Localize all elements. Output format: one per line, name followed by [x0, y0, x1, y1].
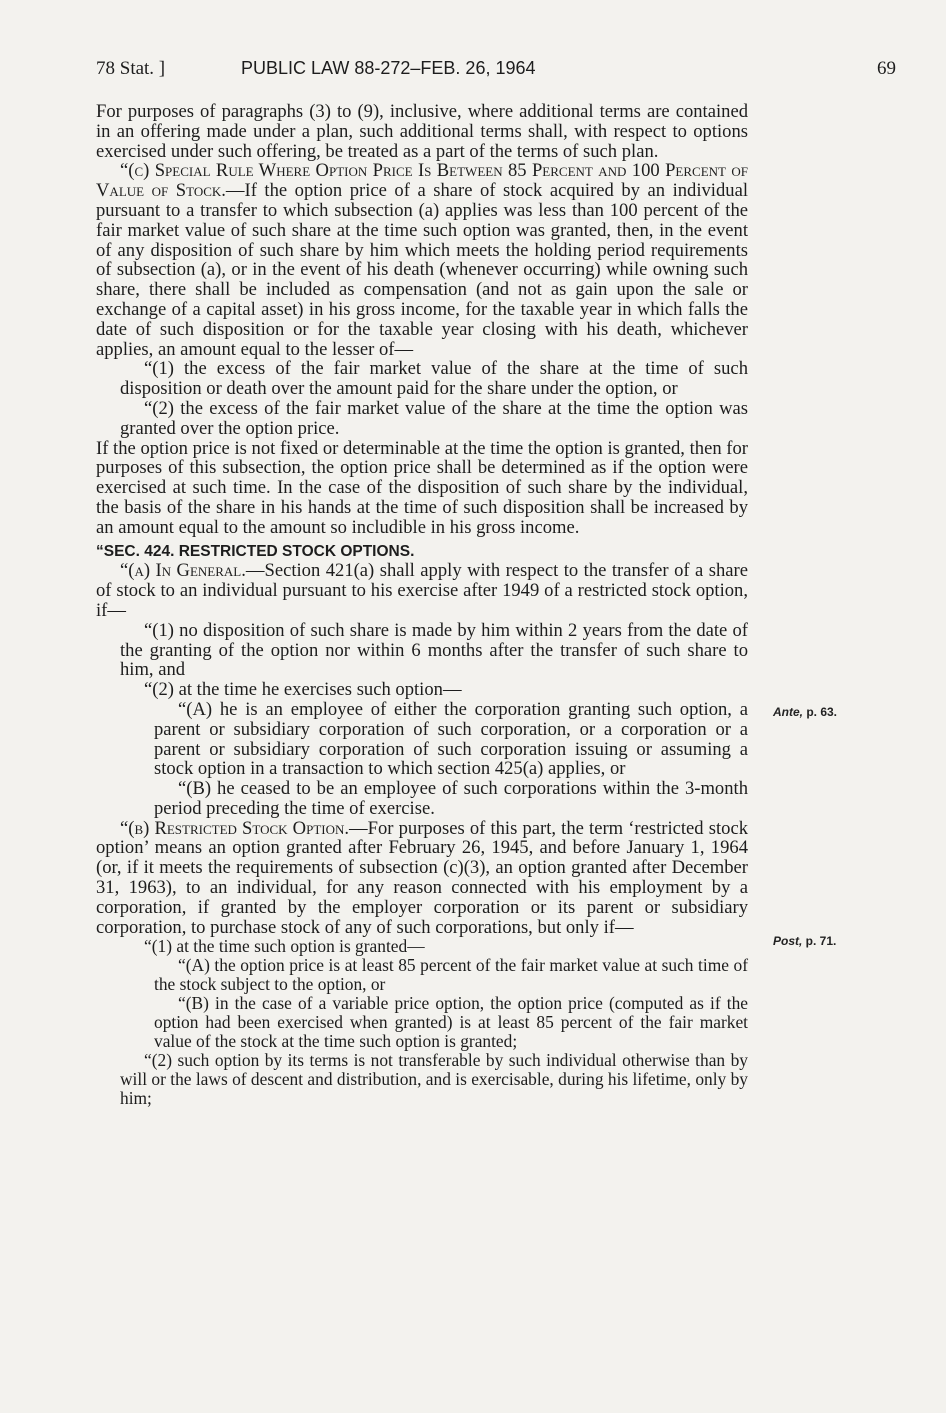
subsection-text: —If the option price of a share of stock acquired by an individual pursuant to a transfer to which subsection (a) applies was less than 100 percent of the fair market value of such share at the time such option was granted, then, in the event of any disposition of such share by him which meets the holding period requirements of subsection (a), or in the event of his death (whenever occurring) while owning such share, there shall be included as compensation (and not as gain upon the sale or exchange of a capital asset) in his gross income, for the taxable year in which falls the date of such disposition or for the taxable year closing with his death, whichever applies, an amount equal to the lesser of— [96, 180, 748, 360]
subsection-c [96, 161, 748, 359]
clause-bB: “(B) in the case of a variable price option, the option price (computed as if the option had been exercised when granted) is at least 85 percent of the fair market value of the stock at the time such option is granted; [154, 993, 748, 1052]
clause-b1: “(1) at the time such option is granted— [144, 936, 425, 957]
clause-aB: “(B) he ceased to be an employee of such corporations within the 3-month period preceding the time of exercise. [154, 778, 748, 819]
page-header [96, 58, 896, 84]
page-number: 69 [877, 58, 896, 79]
smaller-type-block [96, 937, 748, 1108]
clause-a2: “(2) at the time he exercises such option— [144, 679, 462, 701]
subsection-heading: “(a) In General. [120, 560, 246, 582]
clause-b2: “(2) such option by its terms is not transferable by such individual otherwise than by will or the laws of descent and distribution, and is exercisable, during his lifetime, only by him; [120, 1050, 748, 1109]
clause-a1: “(1) no disposition of such share is made by him within 2 years from the date of the granting of the option nor within 6 months after the transfer of such share to him, and [120, 619, 748, 681]
subsection-text: —For purposes of this part, the term ‘restricted stock option’ means an option granted after February 26, 1945, and before January 1, 1964 (or, if it meets the requirements of subsection (c)(3), an option granted after December 31, 1963), to an individual, for any reason connected with his employment by a corporation, if granted by the employer corporation or its parent or subsidiary corporation, to purchase stock of any of such corporations, but only if— [96, 817, 748, 938]
subsection-text: —Section 421(a) shall apply with respect to the transfer of a share of stock to an individual pursuant to his exercise after 1949 of a restricted stock option, if— [96, 560, 748, 621]
statute-volume: 78 Stat. ] [96, 58, 166, 79]
body-text [96, 102, 748, 1108]
clause-1: “(1) the excess of the fair market value of the share at the time of such disposition or death over the amount paid for the share under the option, or [120, 358, 748, 400]
clause-aA: “(A) he is an employee of either the corporation granting such option, a parent or subsidiary corporation of such corporation, or a corporation or a parent or subsidiary corporation of such corporation issuing or assuming a stock option in a transaction to which section 425(a) applies, or [154, 698, 748, 780]
margin-note-post: Post, p. 71. [773, 934, 837, 948]
subsection-b [96, 819, 748, 938]
paragraph: If the option price is not fixed or determinable at the time the option is granted, then for purposes of this subsection, the option price shall be determined as if the option were exercised at such time. In the case of the disposition of such share by the individual, the basis of the share in his hands at the time of such disposition shall be increased by an amount equal to the amount so includible in his gross income. [96, 437, 748, 538]
subsection-a [96, 561, 748, 620]
subsection-heading: “(b) Restricted Stock Option. [120, 817, 350, 839]
subsection-heading: “(c) Special Rule Where Option Price Is Between 85 Percent and 100 Percent of Value of Stock. [96, 160, 748, 202]
paragraph: For purposes of paragraphs (3) to (9), inclusive, where additional terms are contained in an offering made under a plan, such additional terms shall, with respect to options exercised under such offering, be treated as a part of the terms of such plan. [96, 101, 748, 162]
clause-2: “(2) the excess of the fair market value of the share at the time the option was granted over the option price. [120, 397, 748, 439]
section-heading: “SEC. 424. RESTRICTED STOCK OPTIONS. [96, 542, 415, 560]
clause-bA: “(A) the option price is at least 85 percent of the fair market value at such time of the stock subject to the option, or [154, 955, 748, 995]
margin-note-ante: Ante, p. 63. [773, 705, 838, 719]
running-title: PUBLIC LAW 88-272–FEB. 26, 1964 [241, 58, 536, 78]
